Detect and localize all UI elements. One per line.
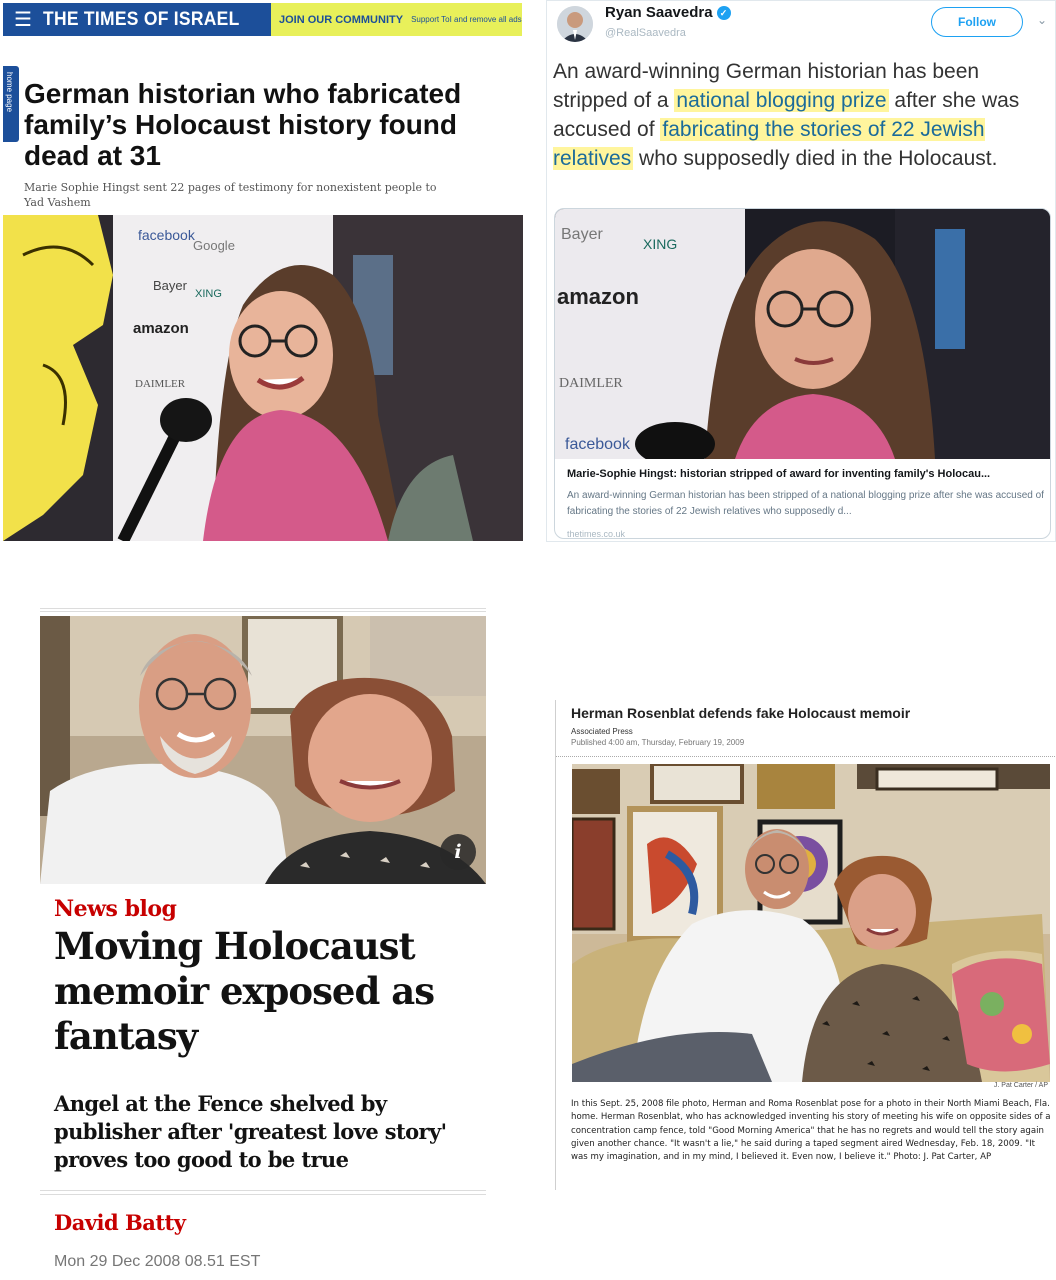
divider: [556, 756, 1056, 757]
tweet-text-part: who supposedly died in the Holocaust.: [633, 147, 998, 170]
tweet-author-handle[interactable]: @RealSaavedra: [605, 27, 686, 39]
article-photo: [3, 215, 523, 541]
logo-amazon: amazon: [133, 320, 189, 337]
toi-header-bar: [3, 3, 522, 36]
logo-google: Google: [193, 238, 235, 253]
card-logo-daimler: DAIMLER: [559, 376, 623, 391]
info-icon[interactable]: i: [440, 834, 476, 870]
article-headline: Herman Rosenblat defends fake Holocaust memoir: [571, 705, 911, 721]
link-preview-card[interactable]: [554, 208, 1051, 539]
chevron-down-icon[interactable]: ⌄: [1037, 13, 1048, 27]
join-title: JOIN OUR COMMUNITY: [279, 13, 404, 26]
tweet-highlight: fabricating the stories of 22 Jewish relatives: [553, 118, 985, 170]
tweet-screenshot: [546, 0, 1056, 542]
article-source: Associated Press: [571, 727, 633, 736]
card-logo-facebook: facebook: [565, 436, 630, 453]
article-subhead: Marie Sophie Hingst sent 22 pages of testimony for nonexistent people to Yad Vashem: [24, 181, 437, 209]
toi-brand-area: [3, 3, 271, 36]
link-preview-description: An award-winning German historian has been stripped of a national blogging prize after she was accused of fabricating the stories of 22 Jewish relatives who supposedly d...: [567, 490, 1044, 517]
avatar[interactable]: [557, 6, 593, 42]
article-photo: [572, 764, 1050, 1082]
home-page-tab[interactable]: [3, 66, 19, 142]
logo-daimler: DAIMLER: [135, 378, 186, 390]
author-name-text: Ryan Saavedra: [605, 4, 713, 21]
tweet-author-name[interactable]: [605, 4, 731, 21]
section-kicker[interactable]: News blog: [54, 896, 177, 922]
join-community-banner[interactable]: [271, 3, 522, 36]
divider: [40, 608, 486, 612]
author-byline[interactable]: David Batty: [54, 1210, 186, 1235]
logo-xing: XING: [195, 288, 222, 300]
verified-badge-icon: ✓: [717, 6, 731, 20]
link-preview-image: [555, 209, 1051, 459]
ap-article: [555, 700, 1056, 1190]
times-of-israel-article: [0, 0, 525, 542]
article-headline: Moving Holocaust memoir exposed as fantasy: [54, 924, 435, 1058]
logo-bayer: Bayer: [153, 278, 187, 293]
publish-date: Published 4:00 am, Thursday, February 19, 2009: [571, 738, 745, 747]
link-preview-domain: thetimes.co.uk: [567, 529, 626, 539]
card-logo-bayer: Bayer: [561, 226, 603, 243]
card-logo-amazon: amazon: [557, 284, 639, 309]
link-preview-title: Marie-Sophie Hingst: historian stripped of award for inventing family's Holocau...: [567, 468, 991, 480]
tweet-text-part: An award-winning German historian has been stripped of a: [553, 60, 980, 112]
avatar-image: [557, 6, 593, 42]
divider: [40, 1190, 486, 1195]
hamburger-icon[interactable]: ☰: [14, 9, 32, 31]
join-subtitle: Support ToI and remove all ads: [411, 15, 522, 24]
article-standfirst: Angel at the Fence shelved by publisher after 'greatest love story' proves too good to be true: [54, 1091, 447, 1172]
tweet-text: [553, 57, 1053, 173]
card-logo-xing: XING: [643, 236, 678, 252]
follow-button[interactable]: Follow: [931, 7, 1023, 37]
tweet-text-part: after she was accused of: [553, 89, 1020, 141]
tweet-highlight: national blogging prize: [676, 89, 887, 112]
article-headline: German historian who fabricated family’s Holocaust history found dead at 31: [24, 78, 462, 171]
article-photo: [40, 616, 486, 884]
guardian-article: [38, 606, 490, 1280]
photo-caption: In this Sept. 25, 2008 file photo, Herman and Roma Rosenblat pose for a photo in their North Miami Beach, Fla. home. Herman Rosenblat, who has acknowledged inventing his story of meeting his wife on opposite sides of a concentration camp fence, told "Good Morning America" that he has no regrets and would tell the story again given another chance. "It wasn't a lie," he said during a taped segment aired Wednesday, Feb. 18, 2009. "It was my imagination, and in my mind, I believed it. Even now, I believe it." Photo: J. Pat Carter, AP: [571, 1099, 1051, 1163]
toi-logo[interactable]: THE TIMES OF ISRAEL: [43, 8, 240, 30]
publish-date: Mon 29 Dec 2008 08.51 EST: [54, 1253, 261, 1270]
logo-facebook: facebook: [138, 227, 195, 243]
home-page-tab-label: home page: [5, 72, 14, 113]
photo-credit: J. Pat Carter / AP: [993, 1082, 1048, 1089]
